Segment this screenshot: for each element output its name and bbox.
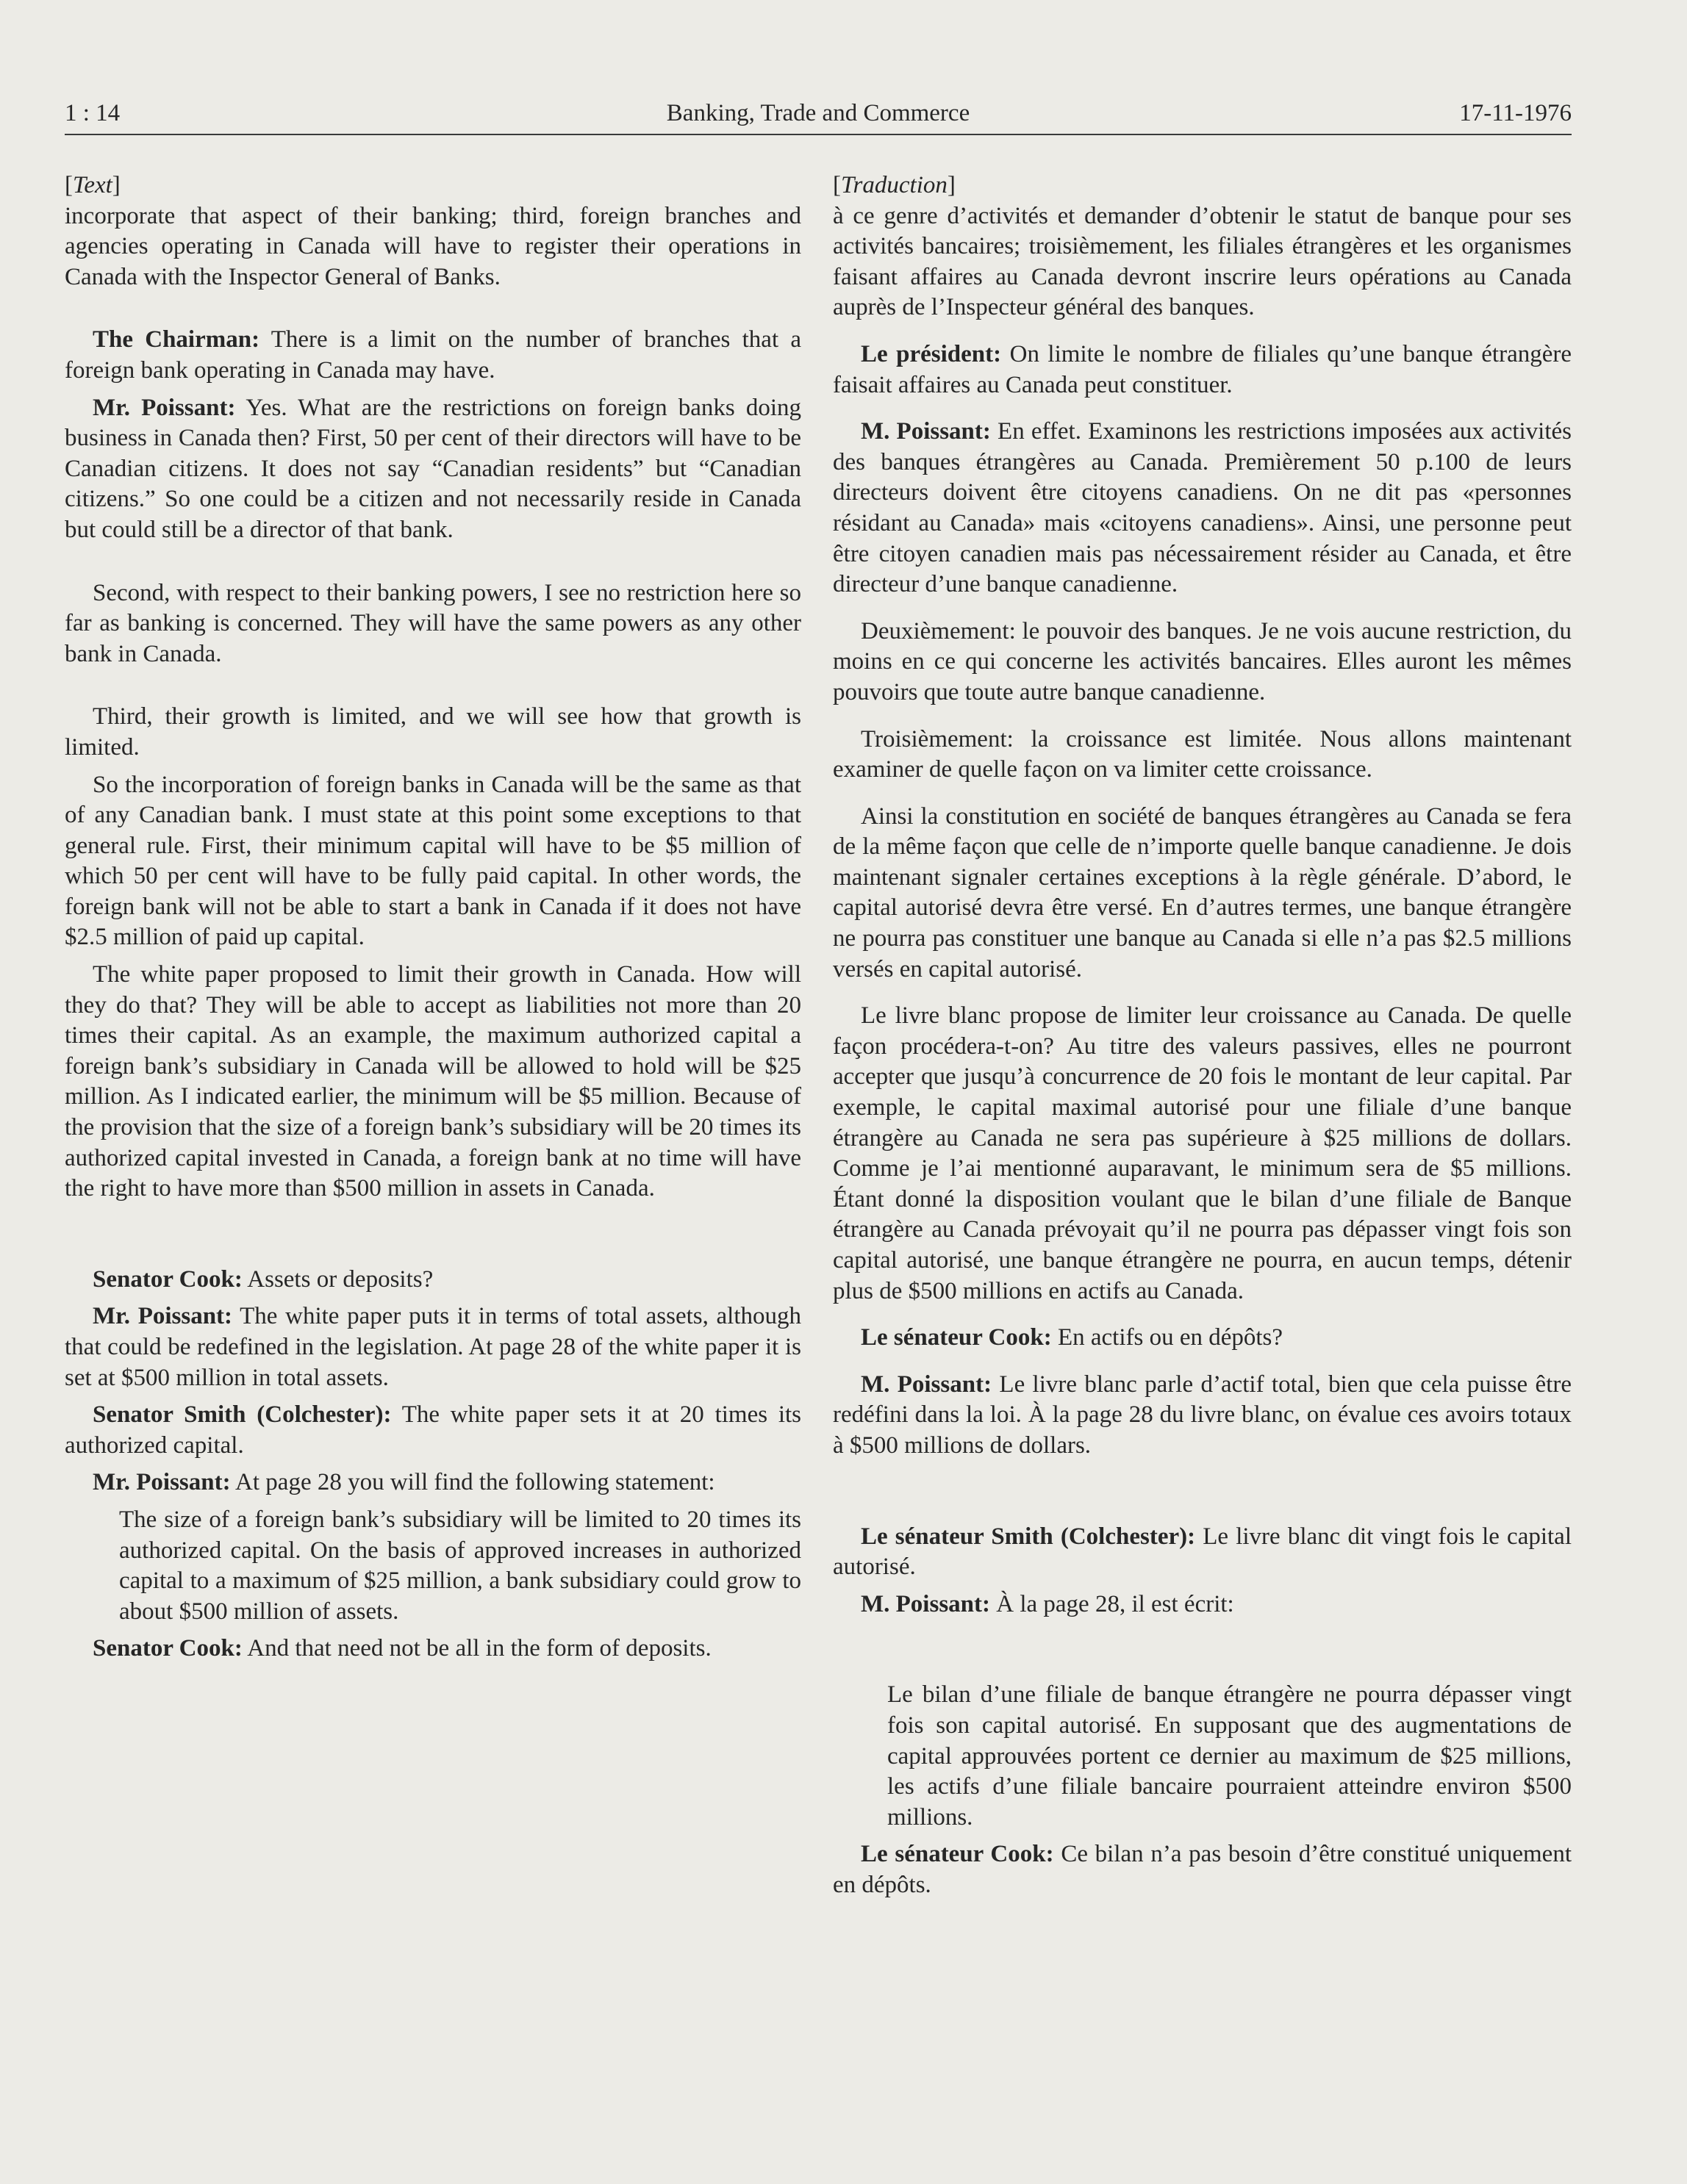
speaker-label: Senator Cook: <box>93 1635 243 1662</box>
speaker-label: The Chairman: <box>93 326 260 353</box>
paragraph: Third, their growth is limited, and we will see how that growth is limited. <box>65 703 801 761</box>
speaker-label: M. Poissant: <box>861 418 991 445</box>
header-date: 17-11-1976 <box>1459 100 1572 126</box>
paragraph: Mr. Poissant: The white paper puts it in terms of total assets, although that could be redefined in the legislation. At page 28 of the white paper it is set at $500 million in total assets. <box>65 1303 802 1391</box>
paragraph: Troisièmement: la croissance est limitée. Nous allons maintenant examiner de quelle façon on va limiter cette croissance. <box>833 725 1572 783</box>
page-header <box>65 96 1572 135</box>
speaker-label: Le sénateur Smith (Colchester): <box>861 1523 1196 1550</box>
paragraph: Senator Cook: Assets or deposits? <box>93 1265 434 1293</box>
speaker-label: M. Poissant: <box>861 1590 990 1617</box>
english-column <box>65 170 801 1664</box>
running-title: Banking, Trade and Commerce <box>666 100 970 126</box>
speaker-label: Senator Cook: <box>93 1265 243 1293</box>
column-tag: [Traduction] <box>833 172 956 198</box>
paragraph: Senator Smith (Colchester): The white paper sets it at 20 times its authorized capital. <box>65 1401 801 1459</box>
speaker-label: Le président: <box>861 340 1002 367</box>
speaker-label: M. Poissant: <box>861 1371 992 1398</box>
paragraph: à ce genre d’activités et demander d’obtenir le statut de banque pour ses activités bancaires; troisièmement, les filiales étrangères et les organismes faisant affaires au Canada devront inscrire leurs opérations au Canada auprès de l’Inspecteur général des banques. <box>833 202 1572 321</box>
paragraph: Le sénateur Cook: Ce bilan n’a pas besoin d’être constitué uniquement en dépôts. <box>833 1841 1572 1898</box>
paragraph: So the incorporation of foreign banks in Canada will be the same as that of any Canadian bank. I must state at this point some exceptions to that general rule. First, their minimum capital will have to be $5 million of which 50 per cent will have to be fully paid capital. In other words, the foreign bank will not be able to start a bank in Canada if it does not have $2.5 million of paid up capital. <box>65 771 801 951</box>
paragraph: Deuxièmement: le pouvoir des banques. Je ne vois aucune restriction, du moins en ce qui concerne les activités bancaires. Elles auront les mêmes pouvoirs que toute autre banque canadienne. <box>833 617 1572 705</box>
paragraph: Le président: On limite le nombre de filiales qu’une banque étrangère faisait affaires au Canada peut constituer. <box>833 340 1572 398</box>
paragraph: Ainsi la constitution en société de banques étrangères au Canada se fera de la même façon que celle de n’importe quelle banque canadienne. Je dois maintenant signaler certaines exceptions à la règle générale. D’abord, le capital autorisé devra être versé. En d’autres termes, une banque étrangère ne pourra pas constituer une banque au Canada si elle n’a pas $2.5 millions versés en capital autorisé. <box>833 802 1572 983</box>
paragraph: Le livre blanc propose de limiter leur croissance au Canada. De quelle façon procédera-t-on? Au titre des valeurs passives, elles ne pourront accepter que jusqu’à concurrence de 20 fois le montant de leur capital. Par exemple, le capital maximal autorisé pour une filiale d’une banque étrangère au Canada ne sera pas supérieure à $25 millions de dollars. Comme je l’ai mentionné auparavant, le minimum sera de $5 millions. Étant donné la disposition voulant que le bilan d’une filiale de Banque étrangère au Canada prévoyait qu’il ne pourra pas dépasser vingt fois son capital autorisé, une banque étrangère ne pourra, en aucun temps, détenir plus de $500 millions en actifs au Canada. <box>833 1002 1572 1304</box>
speaker-label: Le sénateur Cook: <box>861 1841 1054 1868</box>
column-tag: [Text] <box>65 172 121 198</box>
page-number: 1 : 14 <box>65 100 121 126</box>
speaker-label: Mr. Poissant: <box>93 1469 231 1496</box>
french-column <box>833 170 1572 1901</box>
speaker-label: Mr. Poissant: <box>93 394 236 421</box>
paragraph: Mr. Poissant: At page 28 you will find the following statement: <box>93 1469 715 1496</box>
paragraph: Le sénateur Smith (Colchester): Le livre blanc dit vingt fois le capital autorisé. <box>833 1523 1572 1581</box>
block-quote: The size of a foreign bank’s subsidiary will be limited to 20 times its authorized capital. On the basis of approved increases in authorized capital to a maximum of $25 million, a bank subsidiary could grow to about $500 million of assets. <box>119 1506 801 1625</box>
paragraph: incorporate that aspect of their banking; third, foreign branches and agencies operating in Canada will have to register their operations in Canada with the Inspector General of Banks. <box>65 202 801 290</box>
paragraph: Second, with respect to their banking powers, I see no restriction here so far as banking is concerned. They will have the same powers as any other bank in Canada. <box>65 579 801 667</box>
speaker-label: Mr. Poissant: <box>93 1303 233 1330</box>
paragraph: Le sénateur Cook: En actifs ou en dépôts? <box>861 1324 1283 1351</box>
paragraph: The white paper proposed to limit their growth in Canada. How will they do that? They will be able to accept as liabilities not more than 20 times their capital. As an example, the maximum authorized capital a foreign bank’s subsidiary in Canada will be allowed to hold will be $25 million. As I indicated earlier, the minimum will be $5 million. Because of the provision that the size of a foreign bank’s subsidiary will be 20 times its authorized capital invested in Canada, a foreign bank at no time will have the right to have more than $500 million in assets in Canada. <box>65 961 801 1202</box>
paragraph: M. Poissant: En effet. Examinons les restrictions imposées aux activités des banques étrangères au Canada. Premièrement 50 p.100 de leurs directeurs doivent être citoyens canadiens. On ne dit pas «personnes résidant au Canada» mais «citoyens canadiens». Ainsi, une personne peut être citoyen canadien mais pas nécessairement résider au Canada, et être directeur d’une banque canadienne. <box>833 418 1572 598</box>
speaker-label: Le sénateur Cook: <box>861 1324 1052 1351</box>
speaker-label: Senator Smith (Colchester): <box>93 1401 392 1429</box>
paragraph: Senator Cook: And that need not be all in the form of deposits. <box>93 1635 712 1662</box>
block-quote: Le bilan d’une filiale de banque étrangère ne pourra dépasser vingt fois son capital autorisé. En supposant que des augmentations de capital approuvées portent ce dernier au maximum de $25 millions, les actifs d’une filiale bancaire pourraient atteindre environ $500 millions. <box>887 1681 1572 1831</box>
paragraph: M. Poissant: Le livre blanc parle d’actif total, bien que cela puisse être redéfini dans la loi. À la page 28 du livre blanc, on évalue ces avoirs totaux à $500 millions de dollars. <box>833 1371 1572 1459</box>
paragraph: Mr. Poissant: Yes. What are the restrictions on foreign banks doing business in Canada then? First, 50 per cent of their directors will have to be Canadian citizens. It does not say “Canadian residents” but “Canadian citizens.” So one could be a citizen and not necessarily reside in Canada but could still be a director of that bank. <box>65 394 801 543</box>
paragraph: The Chairman: There is a limit on the number of branches that a foreign bank operating in Canada may have. <box>65 326 801 384</box>
paragraph: M. Poissant: À la page 28, il est écrit: <box>861 1590 1234 1617</box>
